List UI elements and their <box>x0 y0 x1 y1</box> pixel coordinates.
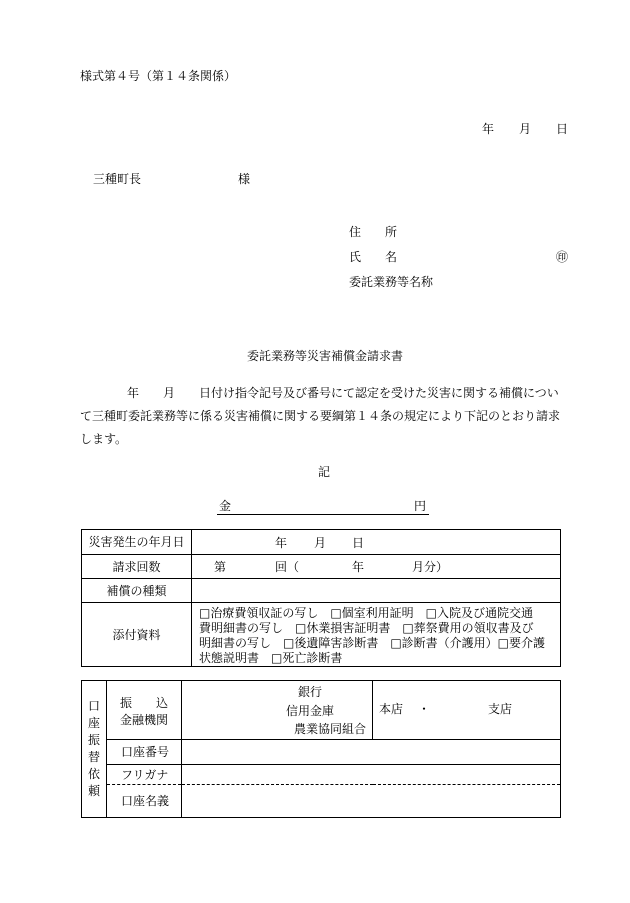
branch-cell[interactable] <box>373 681 561 740</box>
name-label: 氏 名 <box>349 250 398 264</box>
bank-label-cell <box>107 681 182 740</box>
disaster-date-value-cell[interactable] <box>192 530 561 555</box>
bank-type-cell[interactable] <box>182 681 373 740</box>
disaster-date-label: 災害発生の年月日 <box>88 535 185 549</box>
attachments-list-cell <box>192 603 561 667</box>
side-char-5: 依 <box>87 767 100 781</box>
date-year: 年 <box>482 122 495 136</box>
account-name-label: 口座名義 <box>121 794 170 808</box>
amount-kin: 金 <box>219 499 232 513</box>
claim-count-kai: 回（ <box>275 560 300 574</box>
transfer-request-side-label <box>82 681 107 818</box>
attachments-line-2: 費明細書の写し □休業損害証明書 □葬祭費用の領収書及び <box>199 621 534 635</box>
side-char-6: 頼 <box>87 784 100 798</box>
body-line-2: て三種町委託業務等に係る災害補償に関する要綱第１４条の規定により下記のとおり請求 <box>80 409 561 423</box>
recipient-honorific: 様 <box>238 172 251 186</box>
disaster-date-month: 月 <box>314 536 327 550</box>
side-char-3: 振 <box>87 733 100 747</box>
side-char-2: 座 <box>87 716 100 730</box>
compensation-type-value-cell[interactable] <box>192 579 561 603</box>
form-number: 様式第４号（第１４条関係） <box>80 69 237 83</box>
claim-details-table <box>81 529 561 667</box>
body-line-1: 年 月 日付け指令記号及び番号にて認定を受けた災害に関する補償につい <box>127 386 559 400</box>
account-number-input[interactable] <box>182 740 561 765</box>
business-name-label: 委託業務等名称 <box>349 275 434 289</box>
amount-yen: 円 <box>414 499 427 513</box>
bank-type-bank: 銀行 <box>298 685 323 699</box>
document-title: 委託業務等災害補償金請求書 <box>247 349 404 363</box>
bank-type-nokyo: 農業協同組合 <box>294 722 367 736</box>
attachments-label-cell <box>82 603 192 667</box>
attachments-line-4: 状態説明書 □死亡診断書 <box>199 651 343 665</box>
disaster-date-day: 日 <box>352 536 365 550</box>
furigana-label: フリガナ <box>121 767 169 782</box>
ki-heading: 記 <box>318 465 331 479</box>
attachments-line-1: □治療費領収証の写し □個室利用証明 □入院及び通院交通 <box>199 606 534 620</box>
compensation-type-label: 補償の種類 <box>106 583 167 598</box>
branch-sub: 支店 <box>488 702 513 716</box>
furigana-input[interactable] <box>182 765 561 785</box>
claim-count-dai: 第 <box>214 560 227 574</box>
claim-count-value-cell[interactable] <box>192 555 561 579</box>
branch-main: 本店 <box>379 702 404 716</box>
attachments-label: 添付資料 <box>112 627 161 642</box>
attachments-line-3: 明細書の写し □後遺障害診断書 □診断書（介護用）□要介護 <box>199 636 546 650</box>
claim-count-label-cell <box>82 555 192 579</box>
claim-count-tsuki: 月分） <box>412 560 449 574</box>
address-label: 住 所 <box>349 225 398 239</box>
bank-label-line-1: 振 込 <box>120 696 169 710</box>
bank-type-shinkin: 信用金庫 <box>286 704 335 718</box>
date-day: 日 <box>556 122 569 136</box>
side-char-4: 替 <box>87 750 100 764</box>
account-number-label: 口座番号 <box>121 745 170 759</box>
disaster-date-year: 年 <box>275 536 288 550</box>
branch-dot: ・ <box>418 702 431 716</box>
compensation-type-label-cell <box>82 579 192 603</box>
amount-underline <box>217 514 429 515</box>
side-char-1: 口 <box>87 699 100 713</box>
account-name-input[interactable] <box>182 785 561 818</box>
account-number-label-cell <box>107 740 182 765</box>
bank-label-line-2: 金融機関 <box>120 713 169 727</box>
seal-mark: ㊞ <box>556 250 569 264</box>
recipient-name: 三種町長 <box>93 172 142 186</box>
body-line-3: します。 <box>80 432 128 446</box>
account-name-label-cell <box>107 785 182 818</box>
date-month: 月 <box>519 122 532 136</box>
claim-count-nen: 年 <box>352 560 365 574</box>
furigana-label-cell <box>107 765 182 785</box>
disaster-date-label-cell <box>82 530 192 555</box>
bank-transfer-table <box>81 680 561 818</box>
claim-count-label: 請求回数 <box>112 559 161 574</box>
